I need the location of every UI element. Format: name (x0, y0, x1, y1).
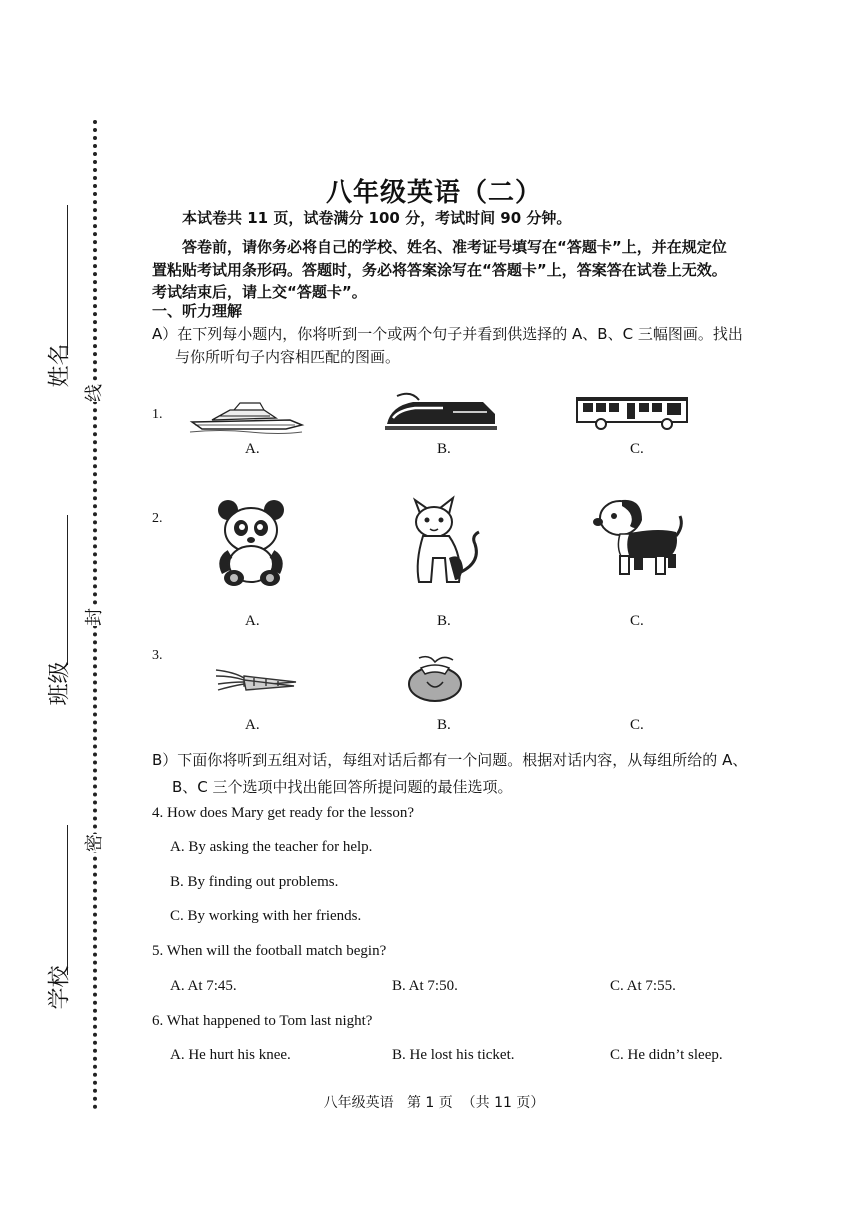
part-a-instruction-1: A）在下列每小题内，你将听到一个或两个句子并看到供选择的 A、B、C 三幅图画。找出 (152, 325, 743, 343)
answer-option[interactable]: B. He lost his ticket. (392, 1047, 515, 1063)
section-heading: 一、听力理解 (152, 302, 243, 320)
option-a-label: A. (245, 717, 260, 733)
school-fill-line[interactable] (67, 825, 68, 975)
question-stem: 6. What happened to Tom last night? (152, 1013, 373, 1029)
intro-line-1: 本试卷共 11 页，试卷满分 100 分，考试时间 90 分钟。 (182, 209, 572, 227)
option-c-label: C. (630, 441, 644, 457)
answer-option[interactable]: A. He hurt his knee. (170, 1047, 291, 1063)
school-label: 学校 (47, 965, 73, 1010)
carrots-picture[interactable] (214, 664, 298, 694)
answer-option[interactable]: B. By finding out problems. (170, 874, 339, 890)
option-b-label: B. (437, 441, 451, 457)
option-b-label: B. (437, 717, 451, 733)
answer-option[interactable]: C. He didn’t sleep. (610, 1047, 723, 1063)
name-fill-line[interactable] (67, 205, 68, 355)
page-title: 八年级英语（二） (325, 178, 542, 208)
option-a-label: A. (245, 613, 260, 629)
question-stem: 4. How does Mary get ready for the lesson? (152, 805, 415, 821)
intro-line-2a: 答卷前，请你务必将自己的学校、姓名、准考证号填写在“答题卡”上，并在规定位 (182, 238, 727, 256)
part-b-instruction-2: B、C 三个选项中找出能回答所提问题的最佳选项。 (172, 778, 513, 796)
secret-mark: 密 (78, 834, 108, 852)
option-c-label: C. (630, 717, 644, 733)
intro-line-3: 考试结束后，请上交“答题卡”。 (152, 283, 367, 301)
question-number: 3. (152, 648, 163, 663)
panda-picture[interactable] (214, 498, 290, 588)
question-stem: 5. When will the football match begin? (152, 943, 387, 959)
line-mark: 线 (78, 384, 108, 402)
answer-option[interactable]: C. By working with her friends. (170, 908, 362, 924)
option-c-label: C. (630, 613, 644, 629)
high-speed-train-picture[interactable] (383, 390, 498, 434)
answer-option[interactable]: A. By asking the teacher for help. (170, 839, 373, 855)
bus-picture[interactable] (575, 394, 693, 432)
part-b-instruction-1: B）下面你将听到五组对话，每组对话后都有一个问题。根据对话内容，从每组所给的 A、 (152, 751, 748, 769)
page-footer: 八年级英语 第 1 页 （共 11 页） (323, 1095, 545, 1111)
answer-option[interactable]: A. At 7:45. (170, 978, 237, 994)
class-fill-line[interactable] (67, 515, 68, 665)
option-b-label: B. (437, 613, 451, 629)
option-a-label: A. (245, 441, 260, 457)
question-number: 1. (152, 407, 163, 422)
cat-picture[interactable] (405, 492, 485, 590)
money-bag-picture[interactable] (405, 652, 465, 702)
part-a-instruction-2: 与你所听句子内容相匹配的图画。 (175, 348, 401, 366)
answer-option[interactable]: B. At 7:50. (392, 978, 458, 994)
speedboat-picture[interactable] (190, 398, 305, 434)
dog-picture[interactable] (590, 492, 685, 586)
name-label: 姓名 (47, 343, 73, 388)
question-number: 2. (152, 511, 163, 526)
answer-option[interactable]: C. At 7:55. (610, 978, 676, 994)
seal-mark: 封 (78, 608, 108, 626)
class-label: 班级 (47, 661, 73, 706)
intro-line-2b: 置粘贴考试用条形码。答题时，务必将答案涂写在“答题卡”上，答案答在试卷上无效。 (152, 261, 727, 279)
